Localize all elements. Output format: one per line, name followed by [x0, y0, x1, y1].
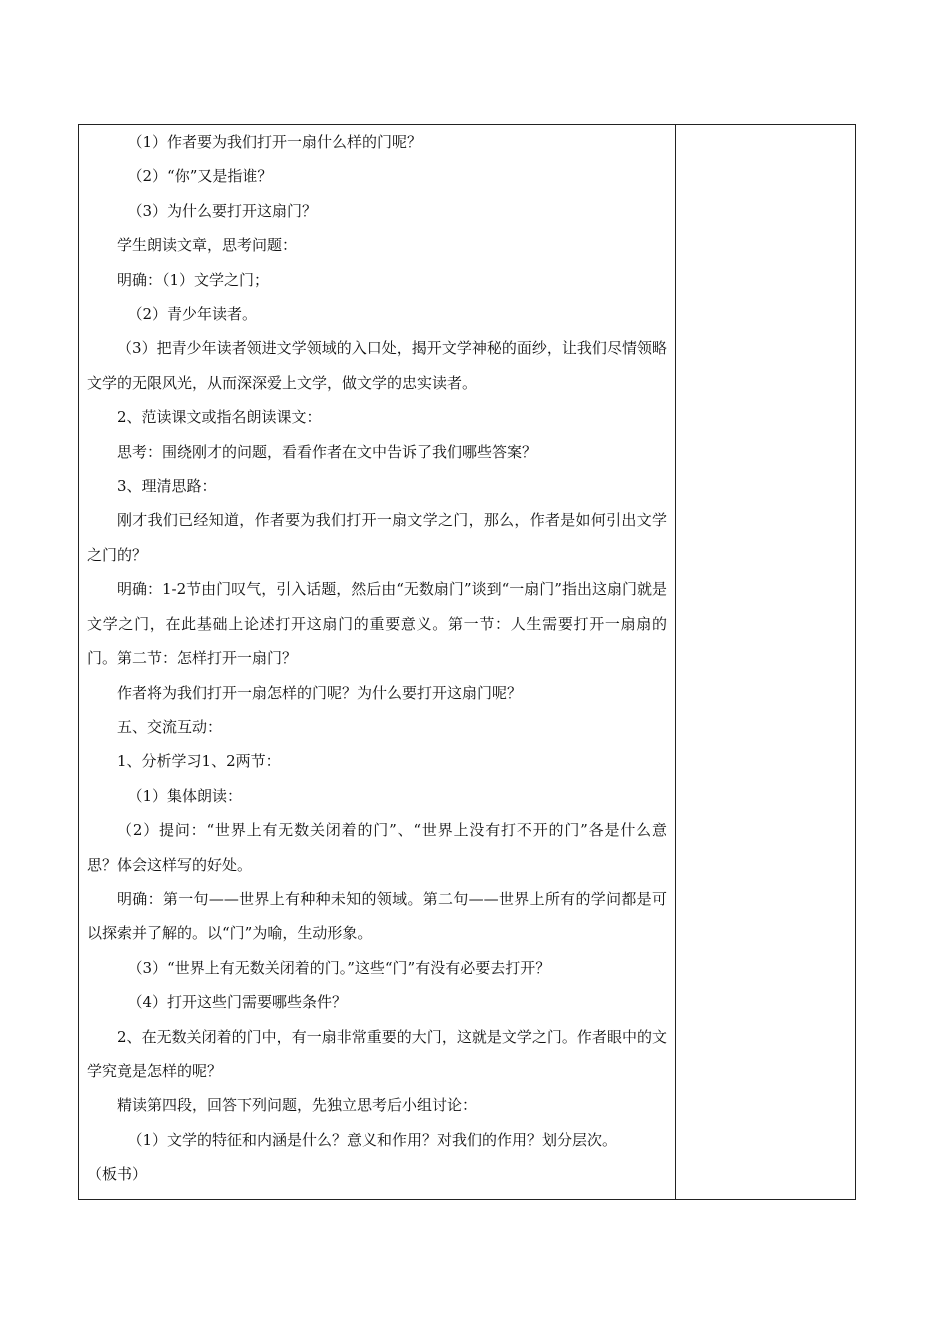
paragraph: （1）文学的特征和内涵是什么？意义和作用？对我们的作用？划分层次。	[127, 1130, 618, 1149]
paragraph: （2）提问：“世界上有无数关闭着的门”、“世界上没有打不开的门”各是什么意思？体会这样写的好处。	[87, 821, 667, 874]
paragraph: （板书）	[87, 1165, 148, 1184]
paragraph: 明确：（1）文学之门；	[117, 270, 270, 289]
paragraph: （1）作者要为我们打开一扇什么样的门呢？	[127, 133, 423, 151]
paragraph: 明确：1-2节由门叹气，引入话题，然后由“无数扇门”谈到“一扇门”指出这扇门就是文学之门，在此基础上论述打开这扇门的重要意义。第一节：人生需要打开一扇扇的门。第二节：怎样打开一扇门？	[87, 580, 667, 668]
paragraph: （2）“你”又是指谁？	[127, 167, 273, 186]
paragraph: 五、交流互动：	[117, 717, 223, 736]
paragraph: （1）集体朗读：	[127, 786, 243, 805]
paragraph: 刚才我们已经知道，作者要为我们打开一扇文学之门，那么，作者是如何引出文学之门的？	[87, 511, 667, 564]
paragraph: （2）青少年读者。	[127, 305, 258, 324]
paragraph: 明确：第一句——世界上有种种未知的领域。第二句——世界上所有的学问都是可以探索并了解的。以“门”为喻，生动形象。	[87, 889, 667, 943]
paragraph: （3）为什么要打开这扇门？	[127, 201, 318, 220]
paragraph: 思考：围绕刚才的问题，看看作者在文中告诉了我们哪些答案？	[117, 442, 538, 461]
lesson-table	[78, 124, 856, 1200]
paragraph: （3）“世界上有无数关闭着的门。”这些“门”有没有必要去打开？	[127, 958, 551, 977]
paragraph: 2、在无数关闭着的门中，有一扇非常重要的大门，这就是文学之门。作者眼中的文学究竟是怎样的呢？	[87, 1027, 667, 1080]
paragraph: （3）把青少年读者领进文学领域的入口处，揭开文学神秘的面纱，让我们尽情领略文学的无限风光，从而深深爱上文学，做文学的忠实读者。	[87, 339, 667, 392]
paragraph: 精读第四段，回答下列问题，先独立思考后小组讨论：	[117, 1096, 478, 1115]
paragraph: （4）打开这些门需要哪些条件？	[127, 993, 348, 1012]
paragraph: 2、范读课文或指名朗读课文：	[117, 408, 322, 427]
main-content-cell	[87, 125, 667, 1192]
paragraph: 3、理清思路：	[117, 477, 217, 496]
paragraph: 作者将为我们打开一扇怎样的门呢？为什么要打开这扇门呢？	[117, 683, 523, 702]
side-notes-cell	[676, 125, 856, 1199]
paragraph: 1、分析学习1、2两节：	[117, 752, 281, 771]
paragraph: 学生朗读文章，思考问题：	[117, 236, 298, 255]
